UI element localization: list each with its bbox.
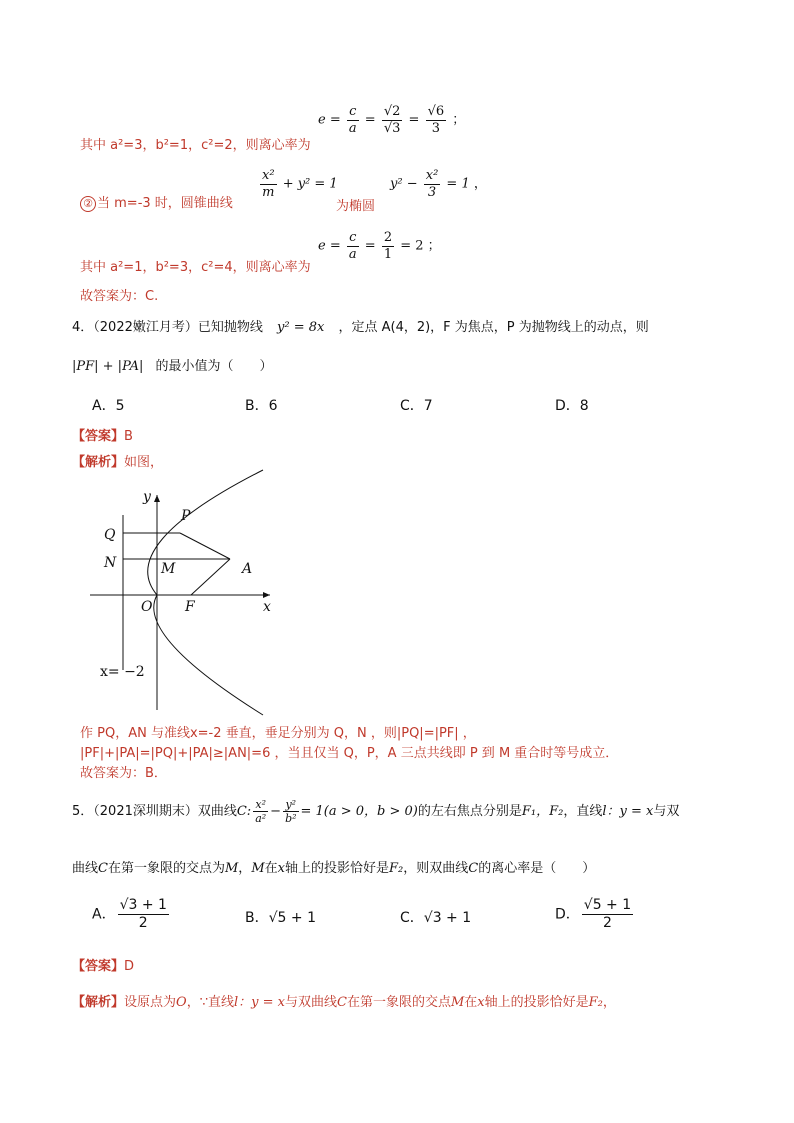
frac-c-a <box>347 104 359 136</box>
parabola-figure <box>80 465 290 720</box>
segment-AF <box>191 559 230 595</box>
label-directrix: x= −2 <box>100 664 145 680</box>
analysis-math-C: C <box>337 995 347 1010</box>
q4-solution-line1: 作 PQ，AN 与准线x=-2 垂直，垂足分别为 Q，N ，则|PQ|=|PF| ， <box>80 726 476 741</box>
q4-option-a: A．5 <box>92 398 125 414</box>
q4-stem-line2 <box>72 355 273 374</box>
q5-text: 在第一象限的交点为 <box>107 861 225 876</box>
analysis-math-M: M <box>450 995 465 1010</box>
option-value: √5 + 1 <box>268 910 316 926</box>
answer-tag: 【答案】 <box>72 429 125 444</box>
q4-stem-a: 4．（2022嫩江月考）已知抛物线 <box>72 320 263 335</box>
q5-math-x: x <box>277 861 285 876</box>
case2-text-ellipse: 为椭圆 <box>336 199 376 214</box>
parabola-curve <box>148 470 263 715</box>
prev-answer-line: 故答案为：C. <box>80 289 159 304</box>
q4-stem-c: 的最小值为（ ） <box>155 359 273 374</box>
frac-2-1 <box>382 230 394 262</box>
x-axis-arrow <box>263 592 270 598</box>
analysis-tag: 【解析】 <box>72 455 125 470</box>
q5-analysis <box>72 991 616 1010</box>
label-A: A <box>242 561 253 577</box>
prev-line3-formula <box>318 230 441 262</box>
q5-answer <box>72 955 134 974</box>
formula-lhs: e = <box>318 112 341 128</box>
option-label: A． <box>92 906 116 923</box>
frac-x2-m <box>260 168 277 200</box>
q5-text: 的离心率是（ ） <box>478 861 596 876</box>
frac-den: m <box>262 184 275 200</box>
q4-parabola-formula: y² = 8x <box>277 320 325 335</box>
q4-solution-line2: |PF|+|PA|=|PQ|+|PA|≥|AN|=6 ，当且仅当 Q，P，A 三点共线即 P 到 M 重合时等号成立． <box>80 746 619 761</box>
q5-math-M: M <box>224 861 239 876</box>
q5-text: 轴上的投影恰好是 <box>284 861 389 876</box>
frac-num: √6 <box>427 104 445 119</box>
frac-num: √5 + 1 <box>583 897 632 913</box>
label-N: N <box>104 555 117 571</box>
frac-den: 3 <box>427 184 437 200</box>
q5-option-a <box>92 897 171 932</box>
frac-num: x² <box>425 168 439 183</box>
frac-num: y² <box>283 798 298 812</box>
frac-y2-b2 <box>283 798 298 825</box>
frac-den: 1 <box>383 246 393 262</box>
frac-den: a² <box>255 812 267 826</box>
formula-end: ， <box>473 176 487 192</box>
q5-text: ， <box>238 861 252 876</box>
q4-option-b: B．6 <box>245 398 278 414</box>
formula-eq: = <box>408 112 420 128</box>
q4-answer <box>72 425 133 444</box>
case2-formula-ellipse <box>258 168 338 200</box>
label-M: M <box>161 561 176 577</box>
q5-condition: = 1(a > 0，b > 0) <box>300 804 418 820</box>
circled-number-2: ② <box>80 196 96 212</box>
frac-x2-a2 <box>253 798 268 825</box>
label-x: x <box>263 599 271 615</box>
analysis-text: 在 <box>464 995 478 1010</box>
q5-text: 在 <box>264 861 278 876</box>
analysis-intro: 如图， <box>124 455 164 470</box>
prev-case2-line <box>80 192 233 212</box>
prev-line3-text: 其中 a²=1，b²=3，c²=4，则离心率为 <box>80 260 311 275</box>
q4-solution-line3: 故答案为：B． <box>80 766 167 781</box>
label-P: P <box>181 508 191 524</box>
analysis-text: 轴上的投影恰好是 <box>484 995 589 1010</box>
frac-num: x² <box>262 168 275 183</box>
formula-lhs: e = <box>318 238 341 254</box>
q5-text: 曲线 <box>72 861 99 876</box>
formula-pre: y² − <box>390 176 418 192</box>
analysis-math-F2: F₂ <box>588 995 603 1010</box>
option-value: √3 + 1 <box>423 910 472 926</box>
analysis-text: 在第一象限的交点 <box>346 995 451 1010</box>
q4-sum-formula: |PF| + |PA| <box>72 359 144 374</box>
q5-foci: F₁，F₂ <box>521 804 564 820</box>
frac-num: √2 <box>383 104 401 119</box>
q4-stem-line1 <box>72 316 649 335</box>
q5-stem-d: 与双 <box>653 804 680 820</box>
answer-value: D <box>124 959 135 974</box>
prev-line1-text: 其中 a²=3，b²=1，c²=2，则离心率为 <box>80 138 311 153</box>
analysis-text: 设原点为 <box>124 995 177 1010</box>
q5-stem-a: 5．（2021深圳期末）双曲线 <box>72 804 237 820</box>
formula-end: ； <box>427 238 441 254</box>
frac-den: a <box>348 246 357 262</box>
q5-option-d <box>555 897 635 932</box>
answer-value: B <box>124 429 133 444</box>
q5-minus: − <box>270 804 282 820</box>
frac-num: 2 <box>383 230 393 245</box>
analysis-math-x: x <box>477 995 485 1010</box>
case2-text: 当 m=-3 时，圆锥曲线 <box>97 196 233 211</box>
option-label: D． <box>555 906 580 923</box>
q4-stem-b: ，定点 A(4，2)，F 为焦点，P 为抛物线上的动点，则 <box>338 320 649 335</box>
frac-den: 2 <box>138 914 148 931</box>
label-O: O <box>141 599 153 615</box>
q5-stem-line2 <box>72 857 595 876</box>
frac-option-d <box>582 897 633 932</box>
frac-c-a <box>347 230 359 262</box>
y-axis-arrow <box>154 495 160 502</box>
label-Q: Q <box>104 527 116 543</box>
case2-formula-hyperbola <box>390 168 487 200</box>
analysis-math-line: l：y = x <box>233 995 285 1010</box>
q5-stem-c: ，直线 <box>563 804 603 820</box>
analysis-tag: 【解析】 <box>72 995 125 1010</box>
frac-den: √3 <box>383 120 401 136</box>
frac-option-a <box>118 897 169 932</box>
frac-num: c <box>347 230 359 247</box>
q5-option-b <box>245 907 316 927</box>
frac-den: 2 <box>603 914 612 931</box>
formula-rest: + y² = 1 <box>282 176 338 192</box>
q5-math-M: M <box>251 861 265 876</box>
formula-eq: = 2 <box>400 238 424 254</box>
frac-sqrt2-sqrt3 <box>382 104 403 136</box>
q4-option-d: D．8 <box>555 398 589 414</box>
frac-num: c <box>347 104 359 121</box>
analysis-text: ，∵直线 <box>186 995 234 1010</box>
label-y: y <box>143 489 151 505</box>
segment-PA <box>180 533 230 559</box>
frac-den: a <box>348 120 357 136</box>
q5-line-eq: l：y = x <box>602 804 654 820</box>
frac-x2-3 <box>424 168 441 200</box>
q5-text: ，则双曲线 <box>403 861 469 876</box>
formula-rest: = 1 <box>446 176 470 192</box>
option-label: C． <box>400 910 424 926</box>
q5-stem-line1 <box>72 798 679 825</box>
q5-math-C: C <box>98 861 108 876</box>
analysis-text: 与双曲线 <box>284 995 337 1010</box>
frac-den: b² <box>285 812 297 826</box>
q4-option-c: C．7 <box>400 398 433 414</box>
analysis-math-O: O <box>176 995 187 1010</box>
prev-line1-formula <box>318 104 465 136</box>
formula-eq: = <box>364 238 376 254</box>
q5-math-F2: F₂ <box>389 861 404 876</box>
frac-den: 3 <box>431 120 440 136</box>
q5-curve-name: C: <box>236 804 252 820</box>
analysis-text: ， <box>602 995 616 1010</box>
formula-eq: = <box>364 112 376 128</box>
frac-sqrt6-3 <box>426 104 447 136</box>
frac-num: √3 + 1 <box>119 897 167 913</box>
formula-end: ； <box>452 112 466 128</box>
q5-math-C: C <box>468 861 479 876</box>
frac-num: x² <box>253 798 268 812</box>
q5-option-c <box>400 907 471 927</box>
label-F: F <box>185 599 195 615</box>
q5-stem-b: 的左右焦点分别是 <box>417 804 522 820</box>
answer-tag: 【答案】 <box>72 959 125 974</box>
option-label: B． <box>245 910 269 926</box>
